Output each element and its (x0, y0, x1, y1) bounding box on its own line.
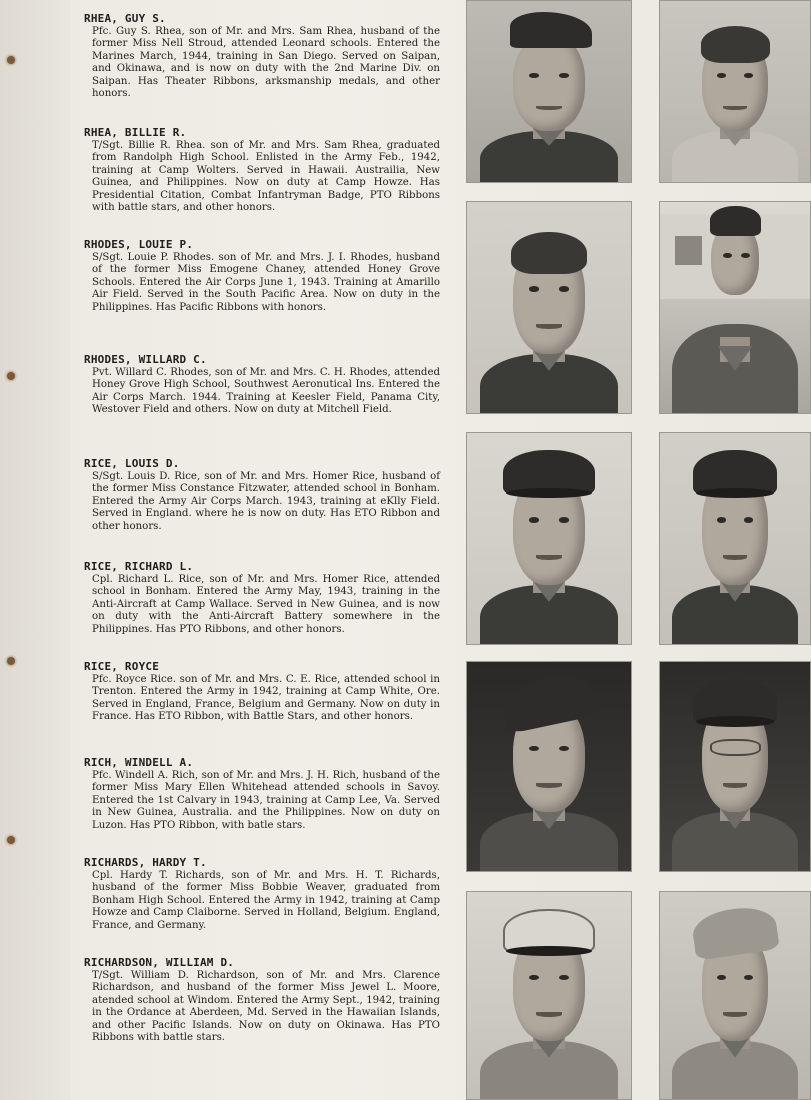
portrait-photo (466, 0, 632, 183)
service-member-name: RHODES, WILLARD C. (84, 353, 207, 366)
portrait-photo (659, 201, 811, 414)
service-member-name: RICE, ROYCE (84, 660, 160, 673)
portrait-grid (466, 0, 811, 1100)
binder-hole (7, 836, 15, 844)
bio-entry (84, 238, 440, 314)
service-member-name: RICHARDS, HARDY T. (84, 856, 207, 869)
service-member-bio: S/Sgt. Louis D. Rice, son of Mr. and Mrs. Homer Rice, husband of the former Miss Constance Fitzwater, attended school in Bonham. Entered the Army Air Corps March. 1943, training at eKlly Field. Served in England. where he is now on duty. Has ETO Ribbon and other honors. (92, 471, 440, 532)
service-member-name: RHODES, LOUIE P. (84, 238, 194, 251)
service-member-name: RHEA, GUY S. (84, 12, 166, 25)
binder-hole (7, 657, 15, 665)
service-member-bio: Pfc. Windell A. Rich, son of Mr. and Mrs. J. H. Rich, husband of the former Miss Mary Ellen Whitehead attended schools in Savoy. Entered the 1st Calvary in 1943, training at Camp Lee, Va. Served in New Guinea, Australia. and the Philippines. Now on duty on Luzon. Has PTO Ribbon, with batle stars. (92, 770, 440, 831)
service-member-name: RICH, WINDELL A. (84, 756, 194, 769)
bio-entry (84, 457, 440, 533)
portrait-photo (466, 891, 632, 1100)
service-member-bio: T/Sgt. William D. Richardson, son of Mr. and Mrs. Clarence Richardson, and husband of the former Miss Jewel L. Moore, atended school at Windom. Entered the Army Sept., 1942, training in the Ordance at Aberdeen, Md. Served in the Hawaiian Islands, and other Pacific Islands. Now on duty on Okinawa. Has PTO Ribbons with battle stars. (92, 970, 440, 1044)
bio-entry (84, 856, 440, 932)
service-member-bio: S/Sgt. Louie P. Rhodes. son of Mr. and Mrs. J. I. Rhodes, husband of the former Miss Emogene Chaney, attended Honey Grove Schools. Entered the Air Corps June 1, 1943. Training at Amarillo Air Field. Served in the South Pacific Area. Now on duty in the Philippines. Has Pacific Ribbons with honors. (92, 252, 440, 313)
service-member-bio: Pfc. Guy S. Rhea, son of Mr. and Mrs. Sam Rhea, husband of the former Miss Nell Stroud, attended Leonard schools. Entered the Marines March, 1944, training in San Diego. Served on Saipan, and Okinawa, and is now on duty with the 2nd Marine Div. on Saipan. Has Theater Ribbons, arksmanship medals, and other honors. (92, 26, 440, 100)
bio-entry (84, 560, 440, 636)
portrait-photo (659, 891, 811, 1100)
service-member-name: RICHARDSON, WILLIAM D. (84, 956, 235, 969)
bio-entry (84, 12, 440, 100)
portrait-photo (659, 661, 811, 872)
service-member-bio: Cpl. Richard L. Rice, son of Mr. and Mrs. Homer Rice, attended school in Bonham. Entered the Army May, 1943, training in the Anti-Aircraft at Camp Wallace. Served in New Guinea, and is now on duty with the Anti-Aircraft Battery somewhere in the Philippines. Has PTO Ribbons, and other honors. (92, 574, 440, 635)
portrait-photo (659, 0, 811, 183)
service-member-bio: Cpl. Hardy T. Richards, son of Mr. and Mrs. H. T. Richards, husband of the former Miss Bobbie Weaver, graduated from Bonham High School. Entered the Army in 1942, training at Camp Howze and Camp Claiborne. Served in Holland, Belgium. England, France, and Germany. (92, 870, 440, 931)
service-member-name: RICE, RICHARD L. (84, 560, 194, 573)
service-member-bio: Pfc. Royce Rice. son of Mr. and Mrs. C. E. Rice, attended school in Trenton. Entered the Army in 1942, training at Camp White, Ore. Served in England, France, Belgium and Germany. Now on duty in France. Has ETO Ribbon, with Battle Stars, and other honors. (92, 674, 440, 723)
page-margin (0, 0, 70, 1100)
portrait-photo (466, 661, 632, 872)
portrait-photo (659, 432, 811, 645)
bio-entry (84, 956, 440, 1044)
bio-entry (84, 126, 440, 214)
service-member-bio: Pvt. Willard C. Rhodes, son of Mr. and Mrs. C. H. Rhodes, attended Honey Grove High School, Southwest Aeronutical Ins. Entered the Air Corps March. 1944. Training at Keesler Field, Panama City, Westover Field and others. Now on duty at Mitchell Field. (92, 367, 440, 416)
portrait-photo (466, 432, 632, 645)
bio-entry (84, 756, 440, 832)
bio-entry (84, 353, 440, 417)
portrait-photo (466, 201, 632, 414)
service-member-name: RICE, LOUIS D. (84, 457, 180, 470)
service-member-name: RHEA, BILLIE R. (84, 126, 187, 139)
service-member-bio: T/Sgt. Billie R. Rhea. son of Mr. and Mrs. Sam Rhea, graduated from Randolph High School. Enlisted in the Army Feb., 1942, training at Camp Wolters. Served in Hawaii. Austrailia, New Guinea, and Philippines. Now on duty at Camp Howze. Has Presidential Citation, Combat Infantryman Badge, PTO Ribbons with battle stars, and other honors. (92, 140, 440, 214)
bio-entry (84, 660, 440, 724)
binder-hole (7, 372, 15, 380)
binder-hole (7, 56, 15, 64)
